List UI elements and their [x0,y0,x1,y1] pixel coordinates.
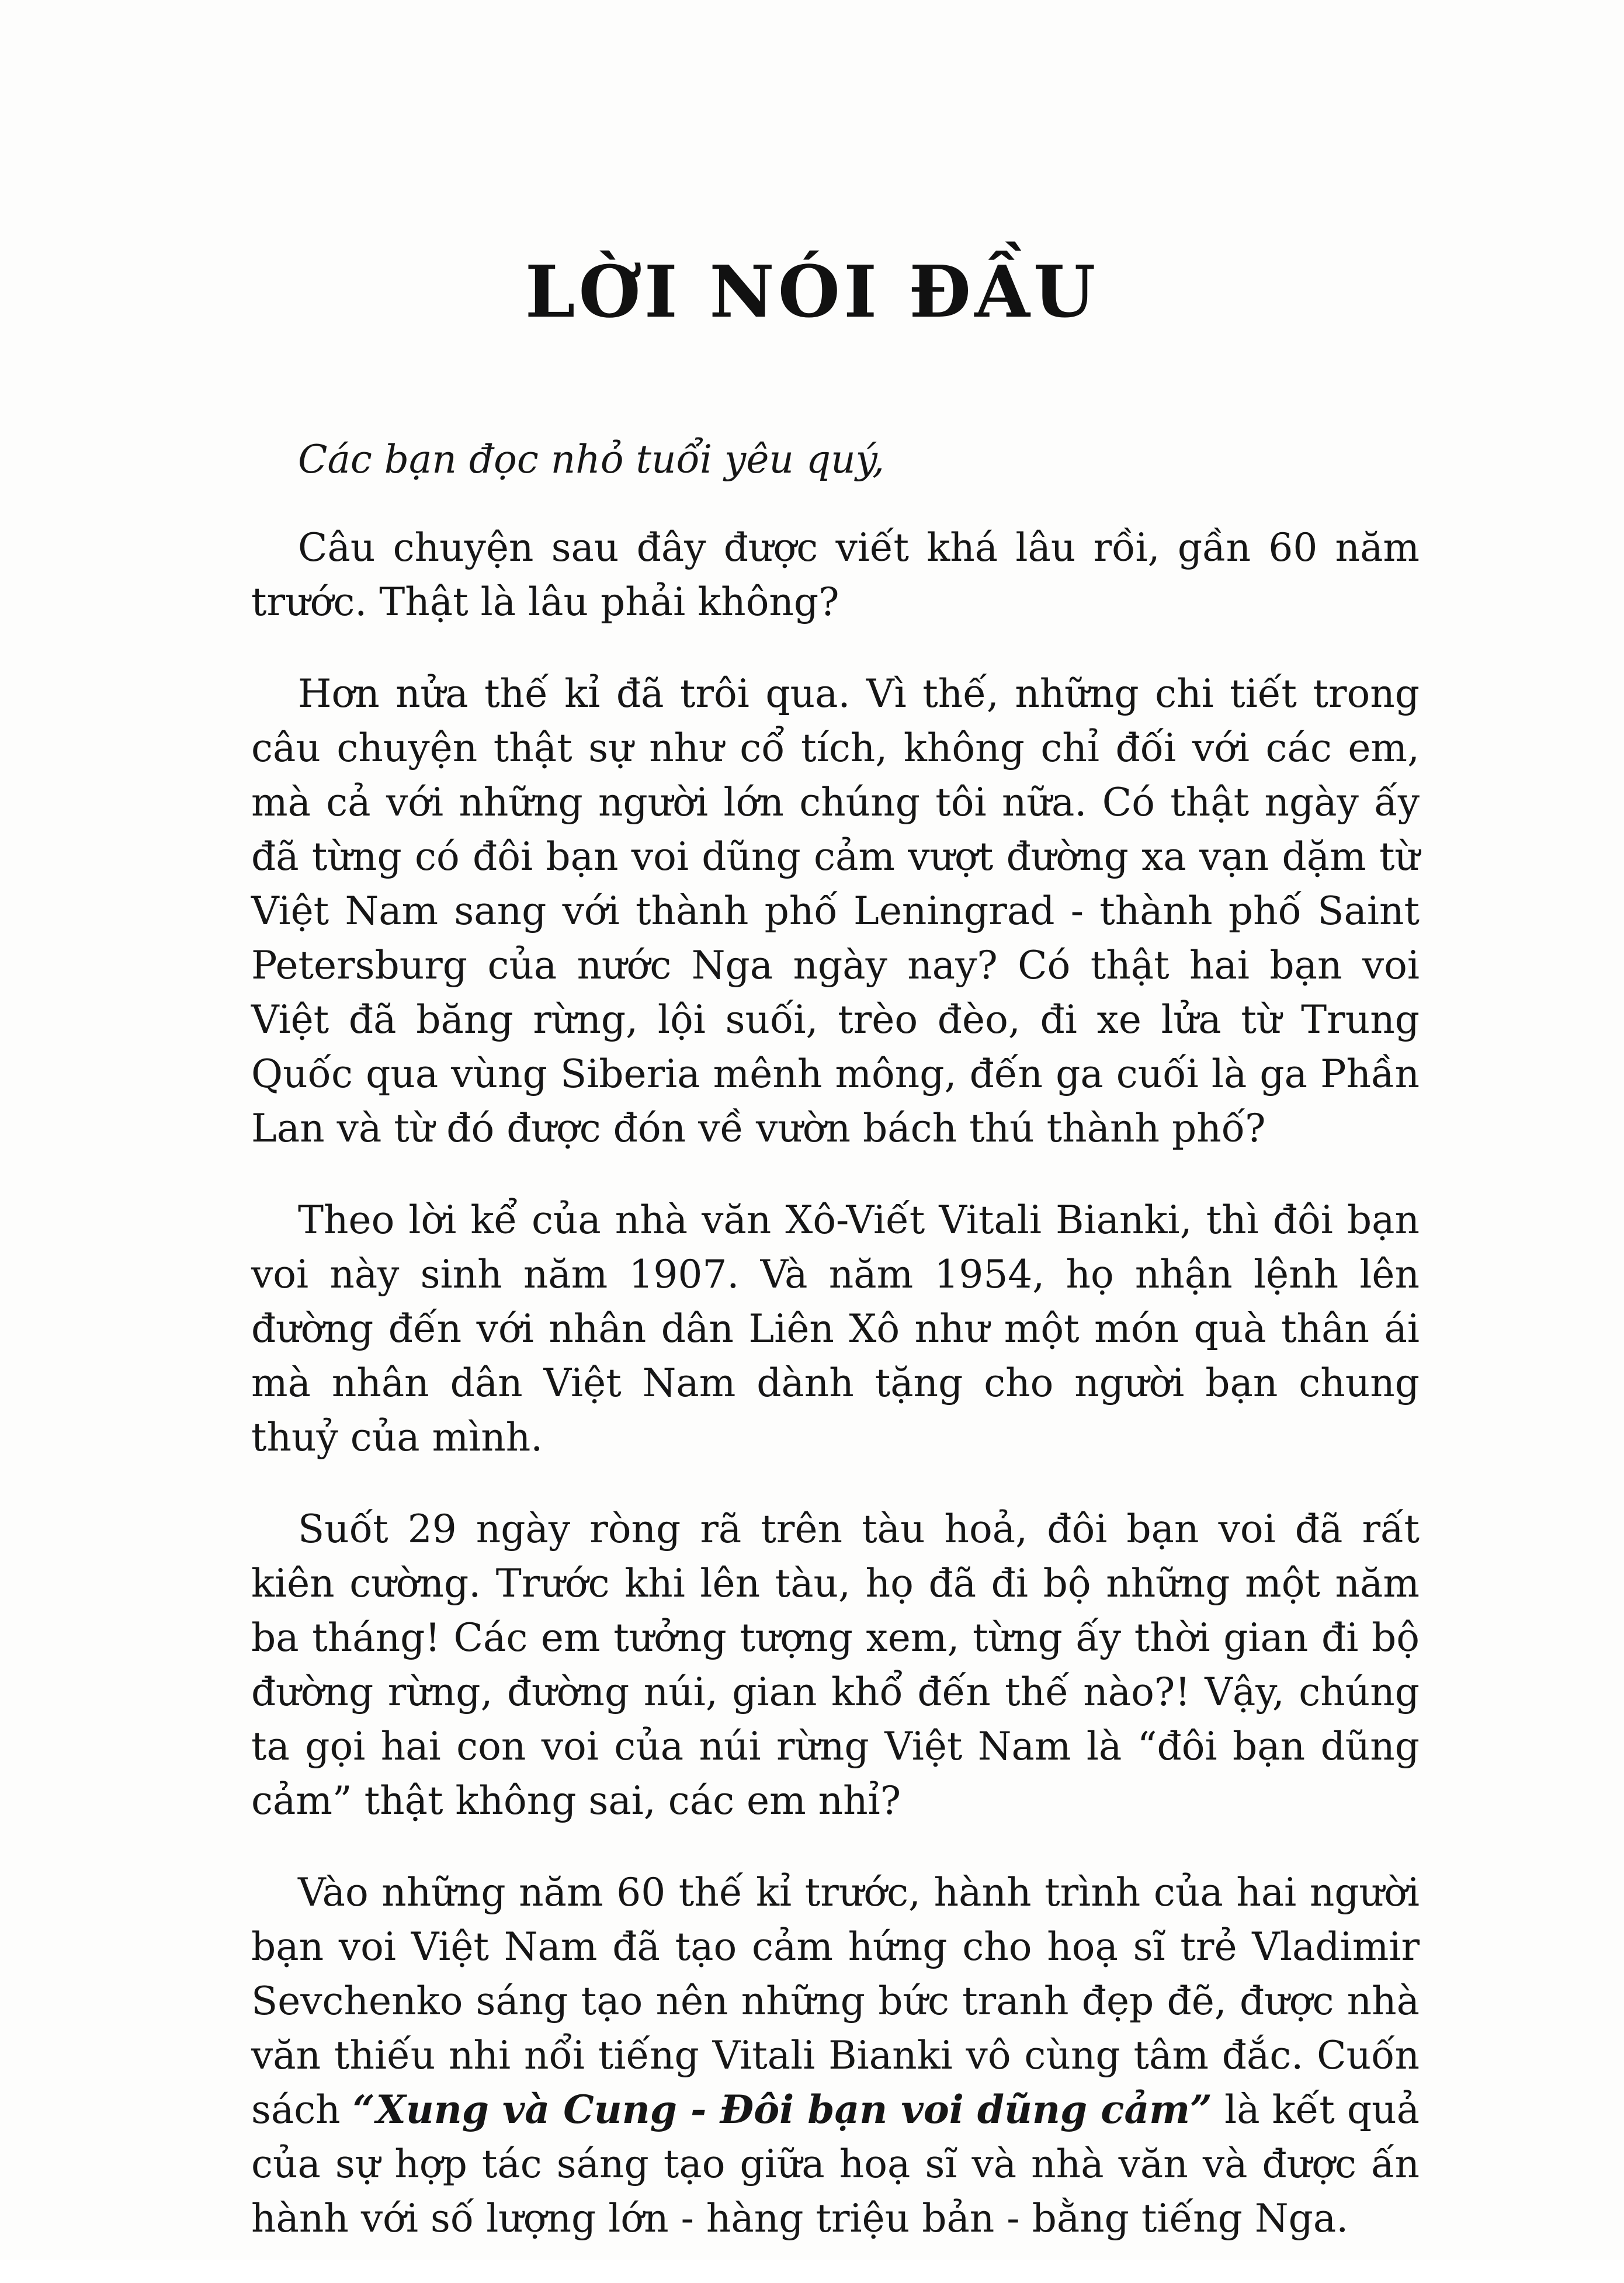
paragraph-5-intro: Vào những năm 60 thế kỉ trước, hành trình của hai người bạn voi Việt Nam đã tạo cảm hứng cho hoạ sĩ trẻ Vladimir Sevchenko sáng tạo nên những bức tranh đẹp đẽ, được nhà văn thiếu nhi nổi tiếng Vitali Bianki vô cùng tâm đắc. Cuốn sách [251,1870,1420,2132]
paragraph-2: Hơn nửa thế kỉ đã trôi qua. Vì thế, những chi tiết trong câu chuyện thật sự như cổ tích, không chỉ đối với các em, mà cả với những người lớn chúng tôi nữa. Có thật ngày ấy đã từng có đôi bạn voi dũng cảm vượt đường xa vạn dặm từ Việt Nam sang với thành phố Leningrad - thành phố Saint Petersburg của nước Nga ngày nay? Có thật hai bạn voi Việt đã băng rừng, lội suối, trèo đèo, đi xe lửa từ Trung Quốc qua vùng Siberia mênh mông, đến ga cuối là ga Phần Lan và từ đó được đón về vườn bách thú thành phố? [251,671,1420,1151]
paragraph-5 [251,1865,1420,2246]
paragraph-3: Theo lời kể của nhà văn Xô-Viết Vitali Bianki, thì đôi bạn voi này sinh năm 1907. Và năm 1954, họ nhận lệnh lên đường đến với nhân dân Liên Xô như một món quà thân ái mà nhân dân Việt Nam dành tặng cho người bạn chung thuỷ của mình. [251,1198,1420,1460]
salutation: Các bạn đọc nhỏ tuổi yêu quý, [298,437,885,482]
paragraph-4: Suốt 29 ngày ròng rã trên tàu hoả, đôi bạn voi đã rất kiên cường. Trước khi lên tàu, họ đã đi bộ những một năm ba tháng! Các em tưởng tượng xem, từng ấy thời gian đi bộ đường rừng, đường núi, gian khổ đến thế nào?! Vậy, chúng ta gọi hai con voi của núi rừng Việt Nam là “đôi bạn dũng cảm” thật không sai, các em nhỉ? [251,1507,1420,1823]
page-title: LỜI NÓI ĐẦU [525,249,1099,334]
paragraph-5-outro: là kết quả của sự hợp tác sáng tạo giữa hoạ sĩ và nhà văn và được ấn hành với số lượng lớn - hàng triệu bản - bằng tiếng Nga. [251,2087,1420,2241]
paragraph-1: Câu chuyện sau đây được viết khá lâu rồi, gần 60 năm trước. Thật là lâu phải không? [251,525,1420,624]
book-title: “Xung và Cung - Đôi bạn voi dũng cảm” [352,2087,1213,2132]
body-text [251,432,1420,2283]
